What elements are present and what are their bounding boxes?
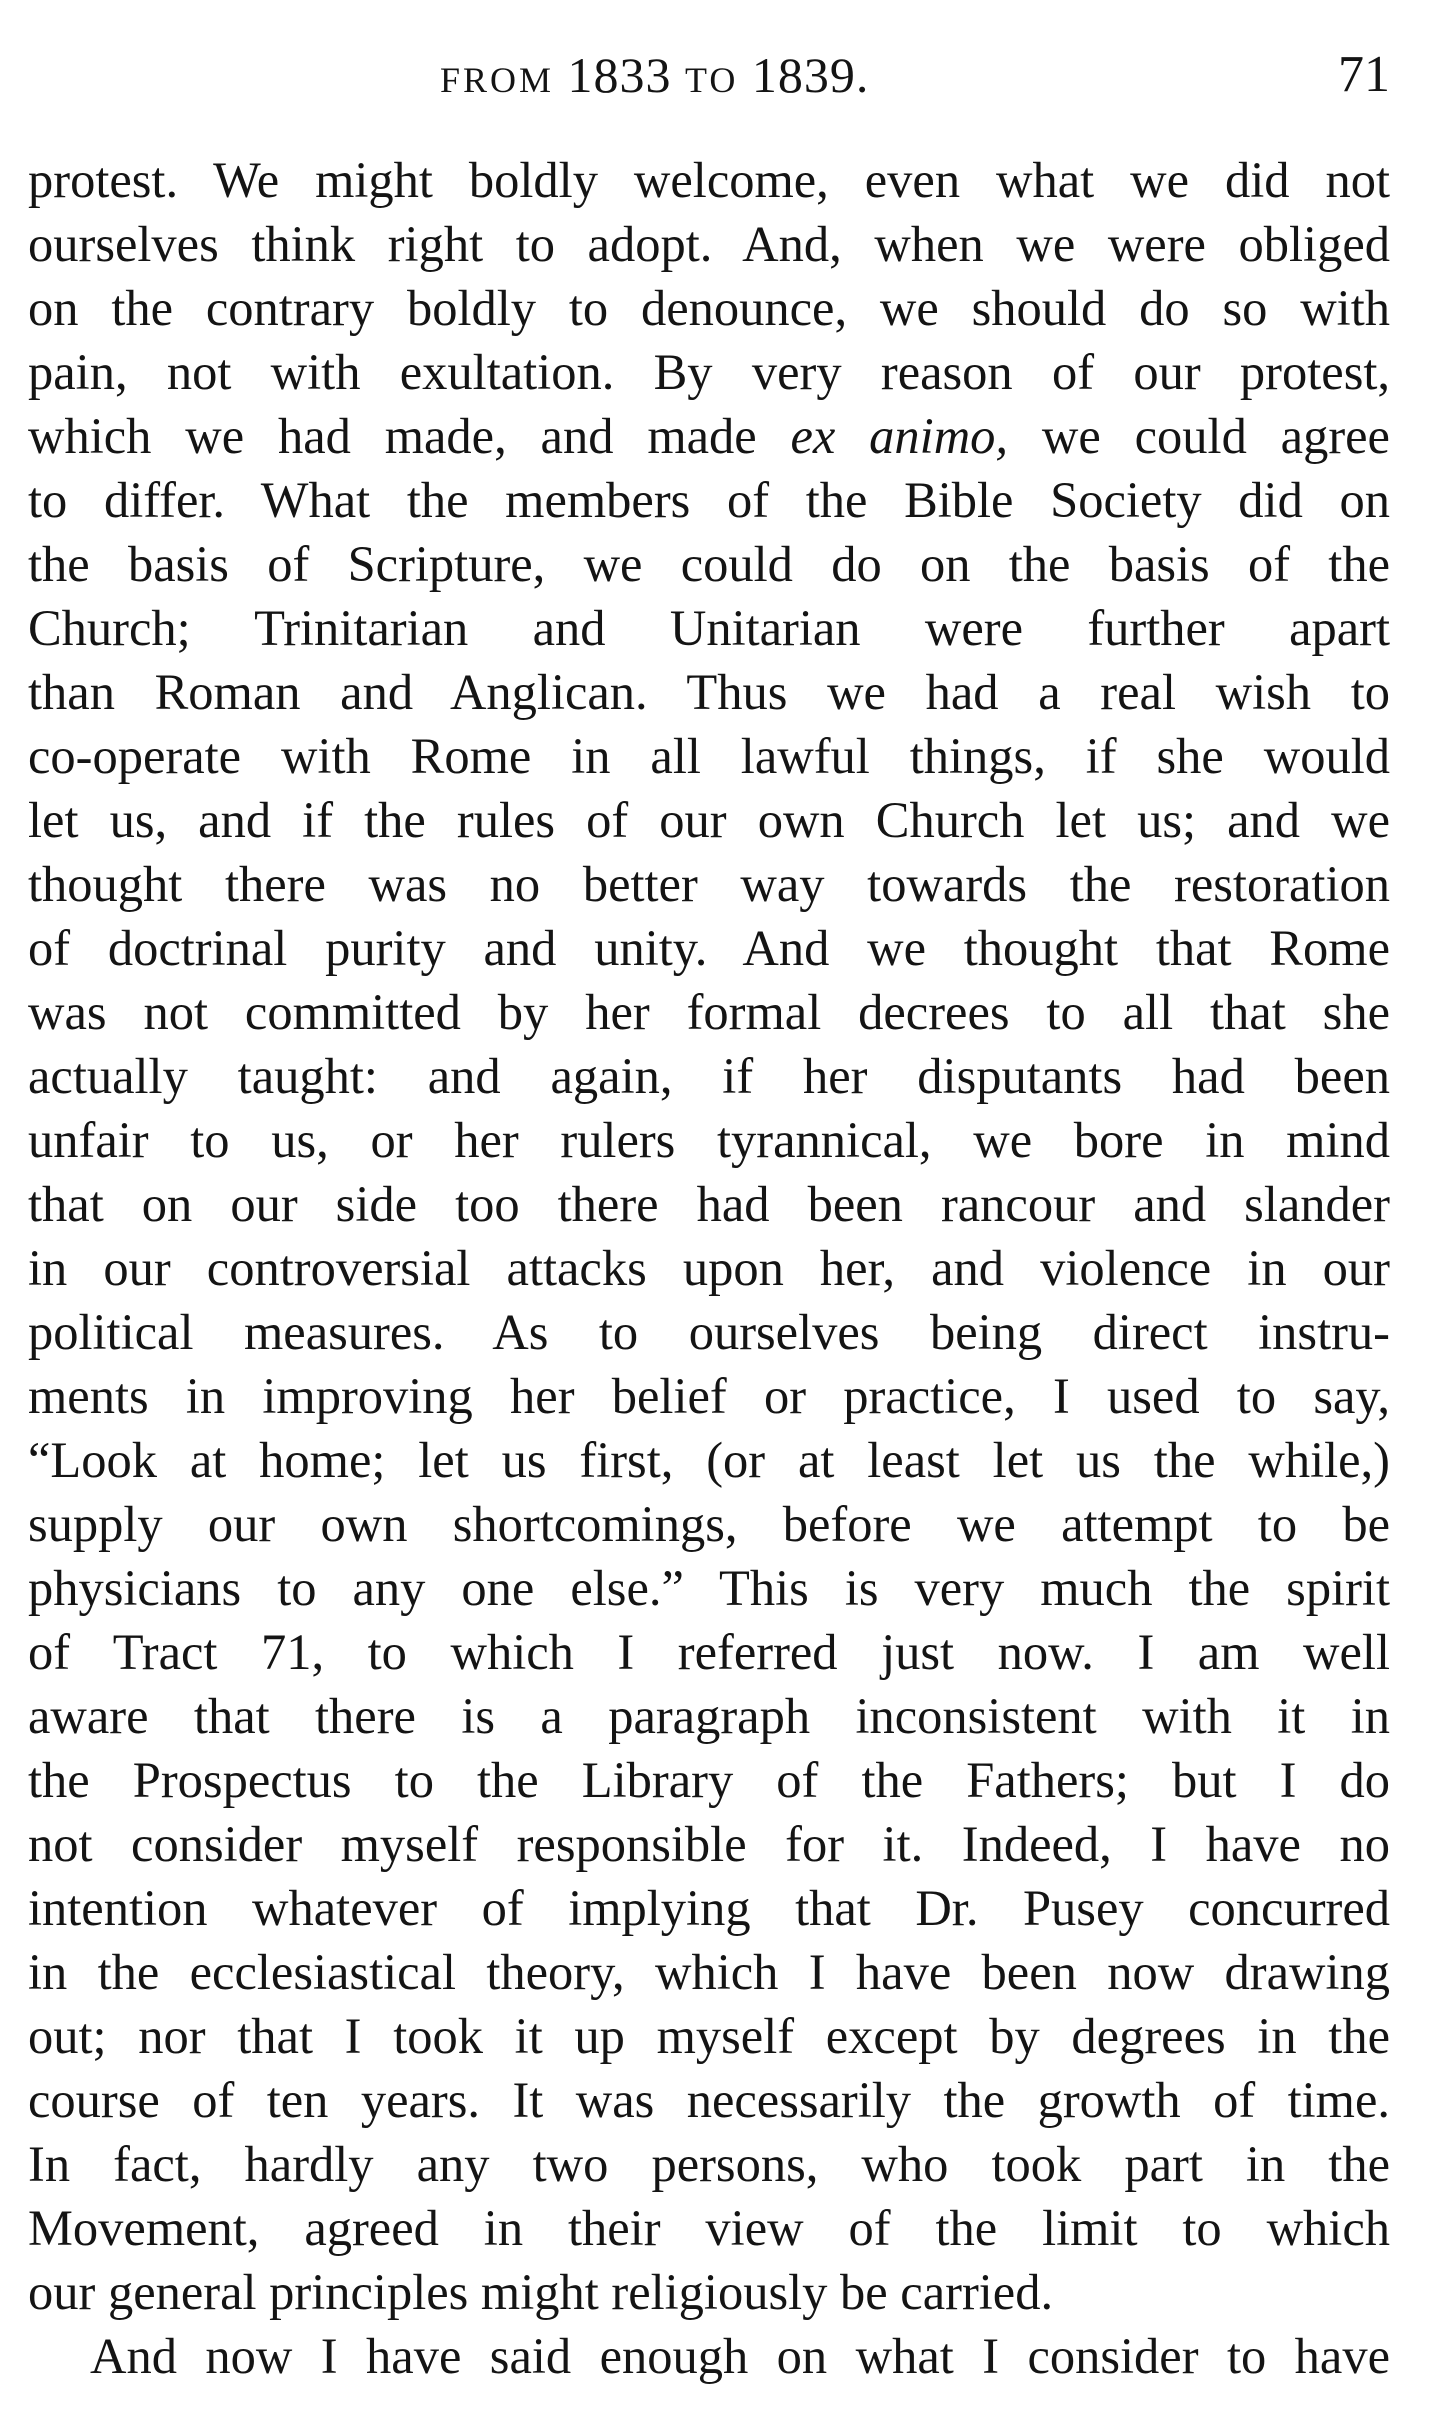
body-text [28,148,1390,2388]
text-line: course of ten years. It was necessarily the growth of time. [28,2072,1390,2128]
text-line: In fact, hardly any two persons, who took part in the [28,2136,1390,2192]
text-line: our general principles might religiously be carried. [28,2264,1054,2320]
text-line: the basis of Scripture, we could do on the basis of the [28,536,1390,592]
text-line: supply our own shortcomings, before we attempt to be [28,1496,1390,1552]
text-line: aware that there is a paragraph inconsistent with it in [28,1688,1390,1744]
text-line [28,404,1390,468]
running-title [440,40,869,115]
text-line-end: we could agree [1008,408,1390,464]
running-head [0,40,1442,110]
text-line: “Look at home; let us first, (or at least let us the while,) [28,1432,1390,1488]
text-line: out; nor that I took it up myself except by degrees in the [28,2008,1390,2064]
text-line: physicians to any one else.” This is very much the spirit [28,1560,1390,1616]
running-title-year-end: 1839. [751,47,870,103]
text-line: ments in improving her belief or practice, I used to say, [28,1368,1390,1424]
text-line: in our controversial attacks upon her, and violence in our [28,1240,1390,1296]
text-line: protest. We might boldly welcome, even what we did not [28,152,1390,208]
text-line: of Tract 71, to which I referred just now. I am well [28,1624,1390,1680]
text-line: Movement, agreed in their view of the limit to which [28,2200,1390,2256]
running-title-to: TO [685,60,739,100]
text-line: Church; Trinitarian and Unitarian were further apart [28,600,1390,656]
text-line: intention whatever of implying that Dr. Pusey concurred [28,1880,1390,1936]
text-line: to differ. What the members of the Bible Society did on [28,472,1390,528]
text-line: actually taught: and again, if her disputants had been [28,1048,1390,1104]
text-line: the Prospectus to the Library of the Fathers; but I do [28,1752,1390,1808]
running-title-from: FROM [440,60,555,100]
text-line-start: which we had made, and made [28,408,791,464]
text-line: on the contrary boldly to denounce, we should do so with [28,280,1390,336]
text-line: was not committed by her formal decrees to all that she [28,984,1390,1040]
text-line: in the ecclesiastical theory, which I have been now drawing [28,1944,1390,2000]
text-line: co-operate with Rome in all lawful things, if she would [28,728,1390,784]
text-line: of doctrinal purity and unity. And we thought that Rome [28,920,1390,976]
paragraph-start-line: And now I have said enough on what I consider to have [90,2328,1390,2384]
running-title-year-start: 1833 [567,47,672,103]
text-line: unfair to us, or her rulers tyrannical, we bore in mind [28,1112,1390,1168]
text-line: not consider myself responsible for it. Indeed, I have no [28,1816,1390,1872]
italic-phrase: ex animo, [790,408,1009,464]
text-line: pain, not with exultation. By very reason of our protest, [28,344,1390,400]
text-line: ourselves think right to adopt. And, when we were obliged [28,216,1390,272]
text-line: that on our side too there had been rancour and slander [28,1176,1390,1232]
text-line: let us, and if the rules of our own Church let us; and we [28,792,1390,848]
text-line: than Roman and Anglican. Thus we had a real wish to [28,664,1390,720]
page-number: 71 [1338,46,1390,103]
text-line: thought there was no better way towards the restoration [28,856,1390,912]
text-line: political measures. As to ourselves being direct instru- [28,1304,1390,1360]
